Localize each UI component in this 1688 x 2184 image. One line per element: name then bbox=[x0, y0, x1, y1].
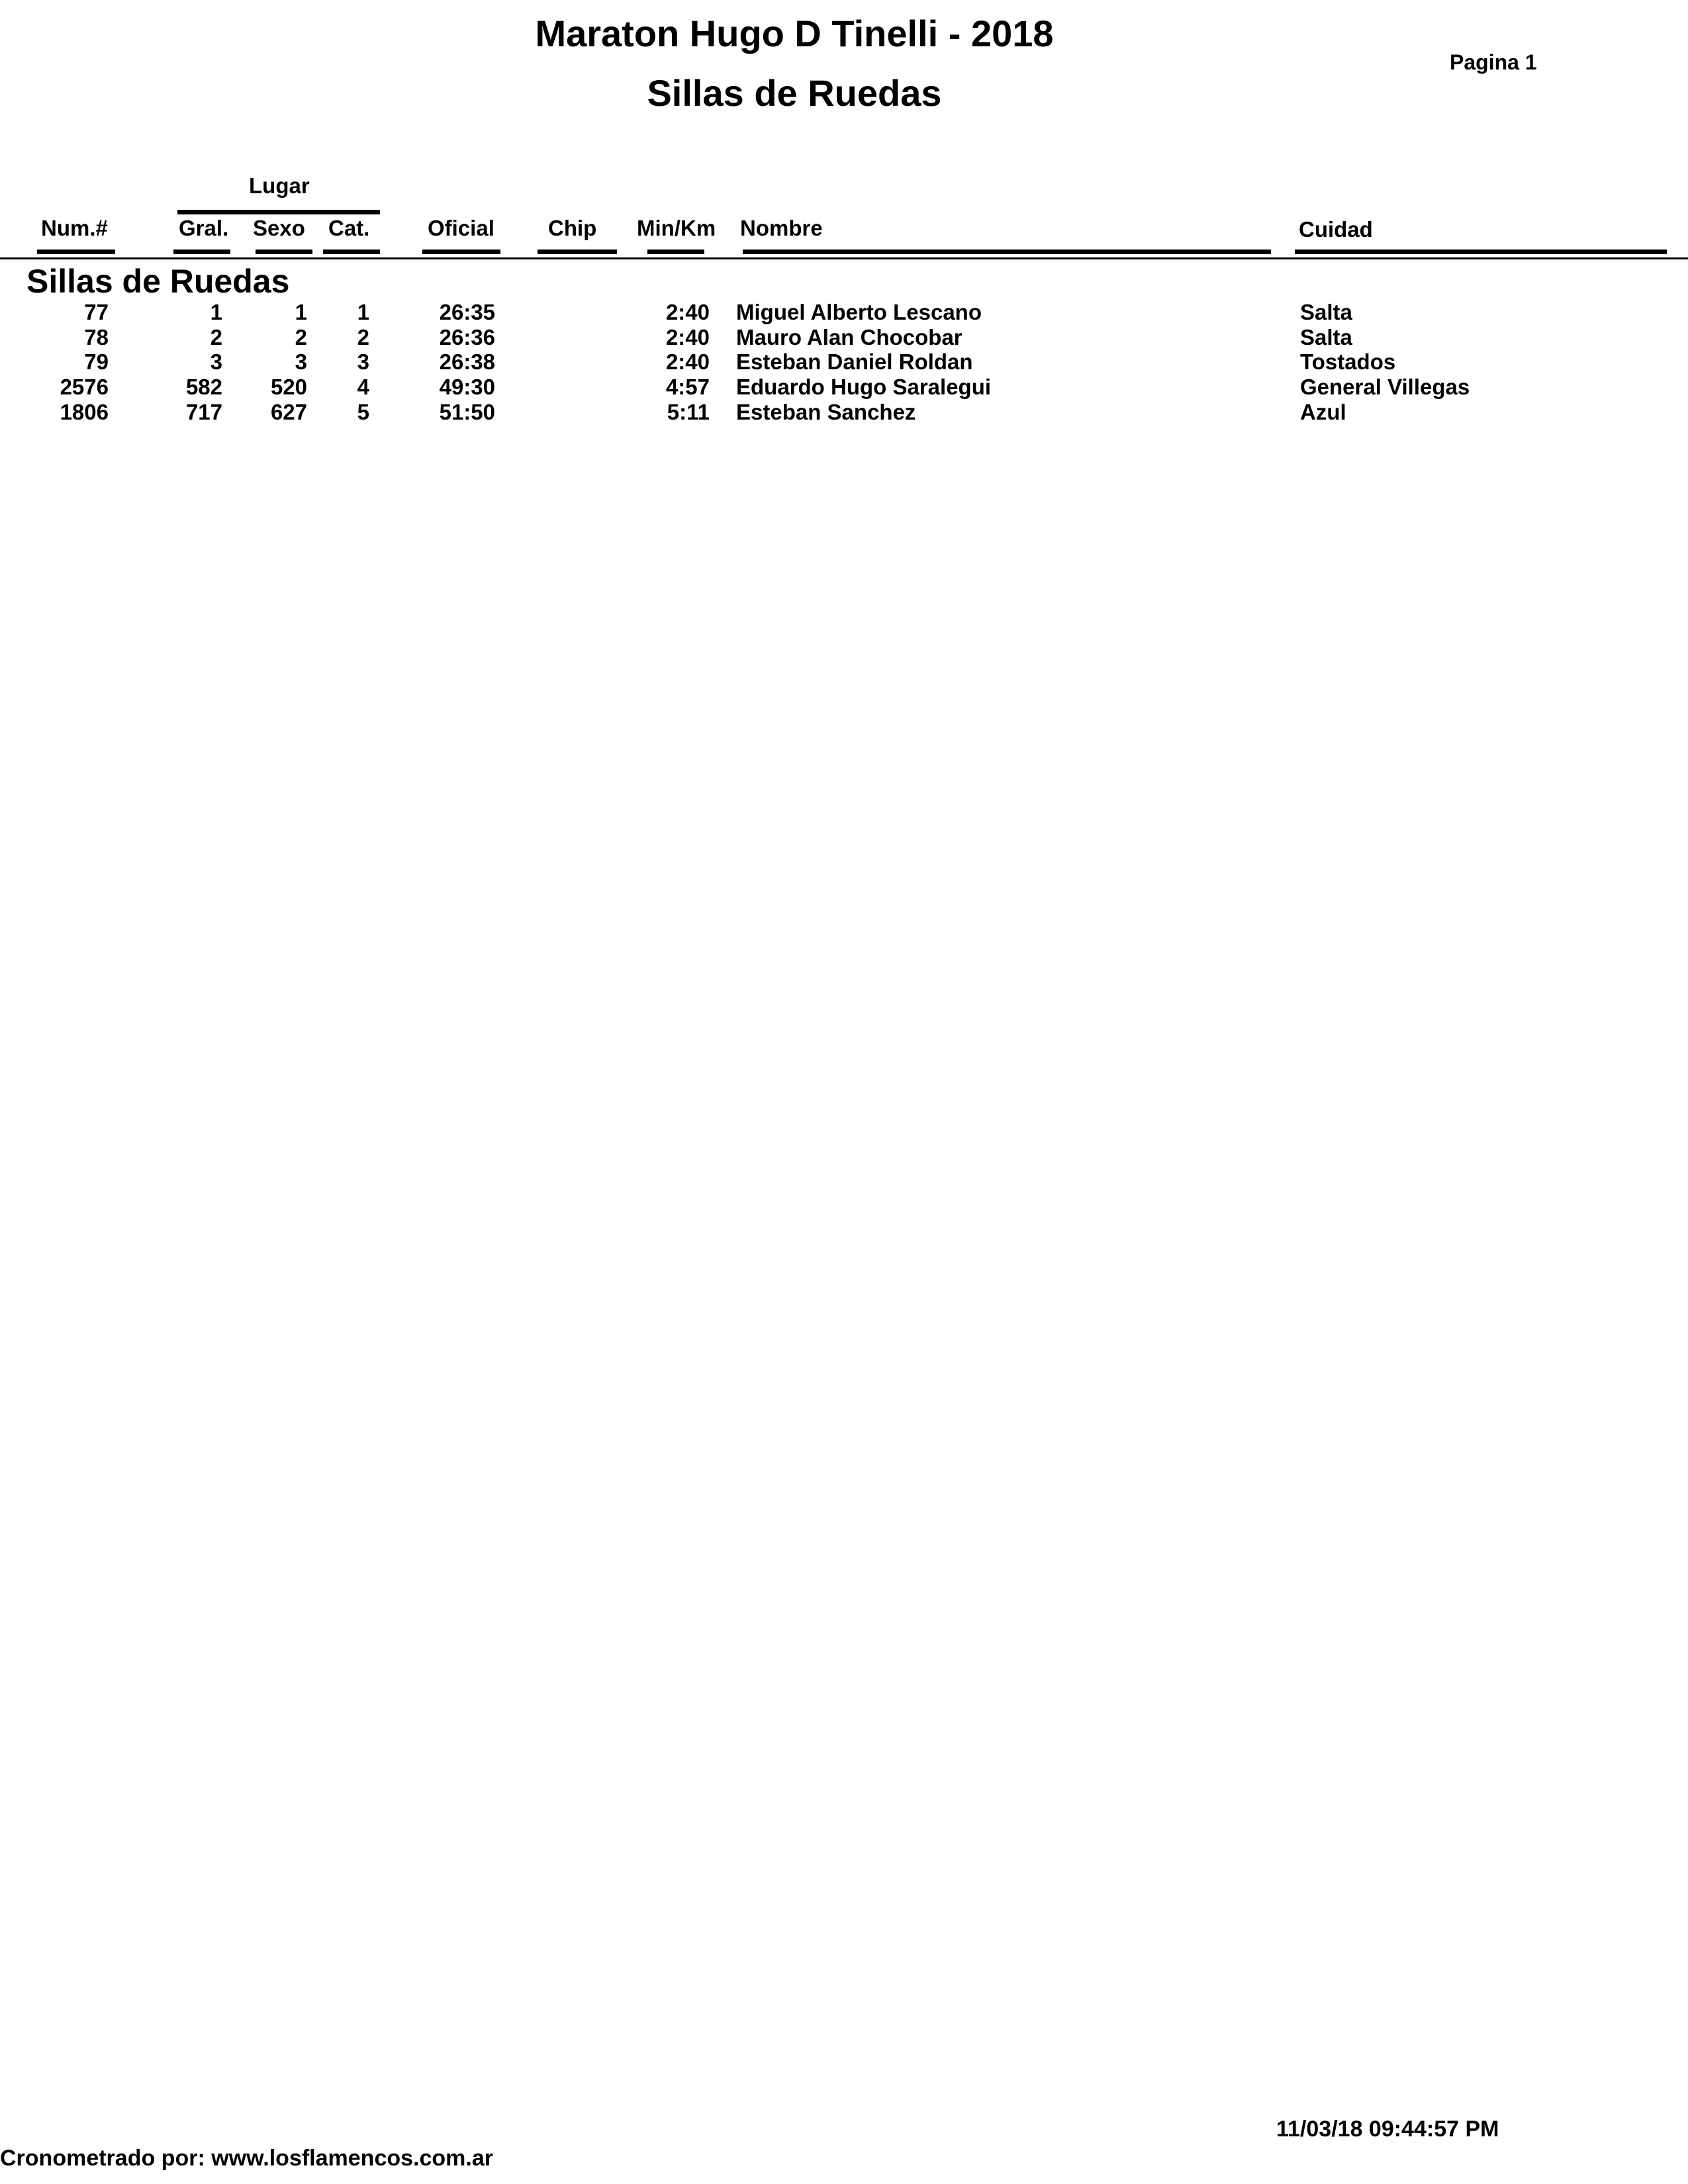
cell-ciudad: General Villegas bbox=[1300, 375, 1470, 400]
cell-oficial: 26:36 bbox=[439, 324, 495, 349]
cell-oficial: 26:38 bbox=[439, 349, 495, 375]
num-underline bbox=[37, 250, 115, 254]
col-header-sexo: Sexo bbox=[253, 216, 305, 240]
lugar-group-label: Lugar bbox=[249, 173, 310, 198]
cell-oficial: 49:30 bbox=[439, 375, 495, 400]
cell-cat: 2 bbox=[357, 324, 369, 349]
page-title: Maraton Hugo D Tinelli - 2018 bbox=[535, 13, 1054, 54]
cell-cat: 4 bbox=[357, 375, 369, 400]
cell-num: 79 bbox=[84, 349, 109, 375]
sexo-underline bbox=[256, 250, 312, 254]
cell-min-km: 2:40 bbox=[665, 349, 710, 375]
cell-nombre: Mauro Alan Chocobar bbox=[736, 324, 962, 349]
cell-sexo: 1 bbox=[295, 300, 307, 324]
cell-oficial: 51:50 bbox=[439, 399, 495, 424]
oficial-underline bbox=[422, 250, 500, 254]
cell-min-km: 2:40 bbox=[665, 324, 710, 349]
cell-sexo: 2 bbox=[295, 324, 307, 349]
col-header-oficial: Oficial bbox=[428, 216, 494, 240]
page-subtitle: Sillas de Ruedas bbox=[647, 72, 942, 114]
cell-cat: 3 bbox=[357, 349, 369, 375]
col-header-cat: Cat. bbox=[328, 216, 370, 240]
cell-nombre: Esteban Sanchez bbox=[736, 399, 916, 424]
col-header-ciudad: Cuidad bbox=[1299, 217, 1373, 242]
page-number: Pagina 1 bbox=[1450, 50, 1537, 74]
cell-num: 77 bbox=[84, 300, 109, 324]
header-rule bbox=[0, 257, 1688, 259]
chip-underline bbox=[538, 250, 617, 254]
col-header-min-km: Min/Km bbox=[637, 216, 716, 240]
cell-cat: 1 bbox=[357, 300, 369, 324]
cell-ciudad: Salta bbox=[1300, 300, 1352, 324]
cell-num: 1806 bbox=[60, 399, 109, 424]
cell-cat: 5 bbox=[357, 399, 369, 424]
cell-ciudad: Azul bbox=[1300, 399, 1346, 424]
ciudad-underline bbox=[1295, 250, 1667, 254]
cell-ciudad: Tostados bbox=[1300, 349, 1396, 375]
cell-num: 2576 bbox=[60, 375, 109, 400]
cell-min-km: 2:40 bbox=[665, 300, 710, 324]
col-header-nombre: Nombre bbox=[740, 216, 823, 240]
cell-ciudad: Salta bbox=[1300, 324, 1352, 349]
gral-underline bbox=[173, 250, 230, 254]
cell-sexo: 627 bbox=[270, 399, 307, 424]
timing-credit: Cronometrado por: www.losflamencos.com.ar bbox=[0, 2146, 493, 2171]
cell-min-km: 5:11 bbox=[667, 399, 710, 424]
cell-gral: 582 bbox=[185, 375, 222, 400]
cell-gral: 2 bbox=[210, 324, 222, 349]
cell-oficial: 26:35 bbox=[439, 300, 495, 324]
cell-gral: 1 bbox=[210, 300, 222, 324]
cell-min-km: 4:57 bbox=[665, 375, 710, 400]
min-km-underline bbox=[647, 250, 704, 254]
cell-nombre: Eduardo Hugo Saralegui bbox=[736, 375, 992, 400]
cell-num: 78 bbox=[84, 324, 109, 349]
col-header-num: Num.# bbox=[41, 216, 108, 240]
cell-nombre: Esteban Daniel Roldan bbox=[736, 349, 973, 375]
cell-nombre: Miguel Alberto Lescano bbox=[736, 300, 982, 324]
col-header-chip: Chip bbox=[548, 216, 597, 240]
cell-gral: 3 bbox=[210, 349, 222, 375]
section-title: Sillas de Ruedas bbox=[26, 263, 290, 300]
nombre-underline bbox=[743, 250, 1271, 254]
col-header-gral: Gral. bbox=[179, 216, 229, 240]
cell-gral: 717 bbox=[185, 399, 222, 424]
cell-sexo: 3 bbox=[295, 349, 307, 375]
lugar-group-underline bbox=[177, 210, 380, 214]
cell-sexo: 520 bbox=[270, 375, 307, 400]
print-timestamp: 11/03/18 09:44:57 PM bbox=[1276, 2116, 1499, 2142]
cat-underline bbox=[323, 250, 380, 254]
